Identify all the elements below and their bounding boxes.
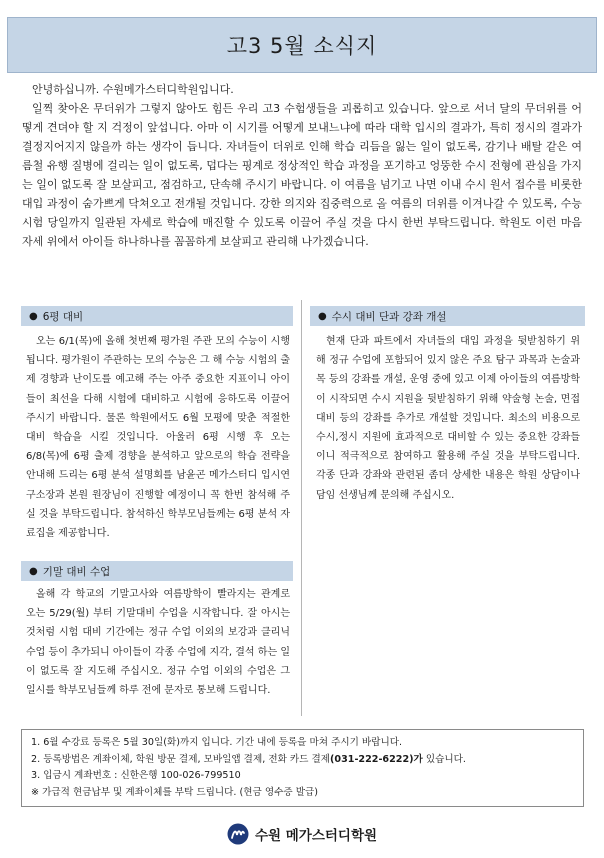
section-june-title: 6평 대비 <box>42 310 84 323</box>
bullet-icon: ● <box>29 310 38 322</box>
section-finals-header <box>21 561 293 581</box>
section-susi-title: 수시 대비 단과 강좌 개설 <box>331 310 447 323</box>
notice-line-2 <box>31 752 574 769</box>
notice-line-2-end: 있습니다. <box>422 753 466 765</box>
section-finals-title: 기말 대비 수업 <box>42 565 111 578</box>
section-finals-body <box>26 585 290 700</box>
section-finals-text: 올해 각 학교의 기말고사와 여름방학이 빨라지는 관계로 오는 5/29(월) 부터 기말대비 수업을 시작합니다. 잘 아시는 것처럼 시험 대비 기간에는 정규 수업 이외의 보강과 클리닉 수업 등이 추가되니 아이들이 각종 수업에 지각, 결석 하는 일이 없도록 잘 지도해 주십시오. 정규 수업 이외의 수업은 그 일시를 학부모님들께 하루 전에 문자로 통보해 드립니다. <box>26 589 290 697</box>
notice-line-1: 1. 6월 수강료 등록은 5월 30일(화)까지 입니다. 기간 내에 등록을 마쳐 주시기 바랍니다. <box>31 737 403 748</box>
section-june-body <box>26 332 290 543</box>
section-susi-text: 현재 단과 파트에서 자녀들의 대입 과정을 뒷받침하기 위해 정규 수업에 포함되어 있지 않은 주요 탐구 과목과 논술과목 등의 강좌를 개설, 운영 중에 있고 이제 아이들의 여름방학이 시작되면 수시 지원을 뒷받침하기 위해 약술형 논술, 면접대비 등의 강좌를 추가로 개설할 것입니다. 최소의 비용으로 수시,정시 지원에 효과적으로 대비할 수 있는 중요한 강좌들이니 적극적으로 참여하고 활용해 주실 것을 부탁드립니다. 각종 단과 강좌와 관련된 좀더 상세한 내용은 학원 상담이나 담임 선생님께 문의해 주십시오. <box>316 336 580 501</box>
bullet-icon: ● <box>29 565 38 577</box>
notice-phone: (031-222-6222)가 <box>330 753 423 765</box>
section-susi-body <box>316 332 580 505</box>
section-june-header <box>21 306 293 326</box>
section-susi-header <box>310 306 585 326</box>
section-june-text: 오는 6/1(목)에 올해 첫번째 평가원 주관 모의 수능이 시행됩니다. 평가원이 주관하는 모의 수능은 그 해 수능 시험의 출제 경향과 난이도를 예고해 주는 아주 중요한 지표이니 아이들이 최선을 다해 시험에 대비하고 시험에 응하도록 이끌어 주시기 바랍니다. 물론 학원에서도 6월 모평에 맞춘 적절한 대비 학습을 시킬 것입니다. 아울러 6평 시행 후 오는 6/8(목)에 6평 출제 경향을 분석하고 앞으로의 학습 전략을 안내해 드리는 6평 분석 설명회를 남윤곤 메가스터디 입시연구소장과 본원 원장님이 진행할 예정이니 꼭 한번 참석해 주실 것을 부탁드립니다. 참석하신 학부모님들께는 6평 분석 자료집을 제공합니다. <box>26 336 290 540</box>
notice-line-3: 3. 입금시 계좌번호 : 신한은행 100-026-799510 <box>31 770 241 781</box>
footer-logo <box>0 818 604 850</box>
intro-text <box>22 80 582 251</box>
notice-box <box>21 729 584 807</box>
page-title: 고3 5월 소식지 <box>226 34 378 58</box>
megastudy-logo-icon <box>227 823 249 845</box>
bullet-icon: ● <box>318 310 327 322</box>
logo-text: 수원 메가스터디학원 <box>254 828 378 844</box>
notice-line-4: ※ 가급적 현금납부 및 계좌이체를 부탁 드립니다. (현금 영수증 발급) <box>31 786 318 798</box>
notice-line-2-text: 2. 등록방법은 계좌이체, 학원 방문 결제, 모바일앱 결제, 전화 카드 결제 <box>31 753 331 765</box>
column-divider <box>301 300 302 716</box>
intro-body: 일찍 찾아온 무더위가 그렇지 않아도 힘든 우리 고3 수험생들을 괴롭히고 있습니다. 앞으로 서너 달의 무더위를 어떻게 견뎌야 할 지 걱정이 앞섭니다. 아마 이 시기를 어떻게 보내느냐에 따라 대학 입시의 결과가, 특히 정시의 결과가 결정지어지지 않을까 하는 생각이 듭니다. 자녀들이 더위로 인해 학습 리듬을 잃는 일이 없도록, 감기나 배탈 같은 여름철 유행 질병에 걸리는 일이 없도록, 덥다는 핑계로 정상적인 학습 과정을 포기하고 엉뚱한 수시 전형에 관심을 가지는 일이 없도록 잘 보살피고, 점검하고, 단속해 주시기 바랍니다. 이 여름을 넘기고 나면 이내 수시 원서 접수를 비롯한 대입 과정이 숨가쁘게 닥쳐오고 전개될 것입니다. 강한 의지와 집중력으로 올 여름의 더위를 이겨나갈 수 있도록, 수능 시험 당일까지 일관된 자세로 학습에 매진할 수 있도록 이끌어 주실 것을 다시 한번 부탁드립니다. 학원도 이런 마음 자세 위에서 아이들 하나하나를 꼼꼼하게 보살피고 관리해 나가겠습니다. <box>22 102 582 248</box>
intro-greeting: 안녕하십니까. 수원메가스터디학원입니다. <box>32 83 234 96</box>
newsletter-header <box>7 17 597 73</box>
